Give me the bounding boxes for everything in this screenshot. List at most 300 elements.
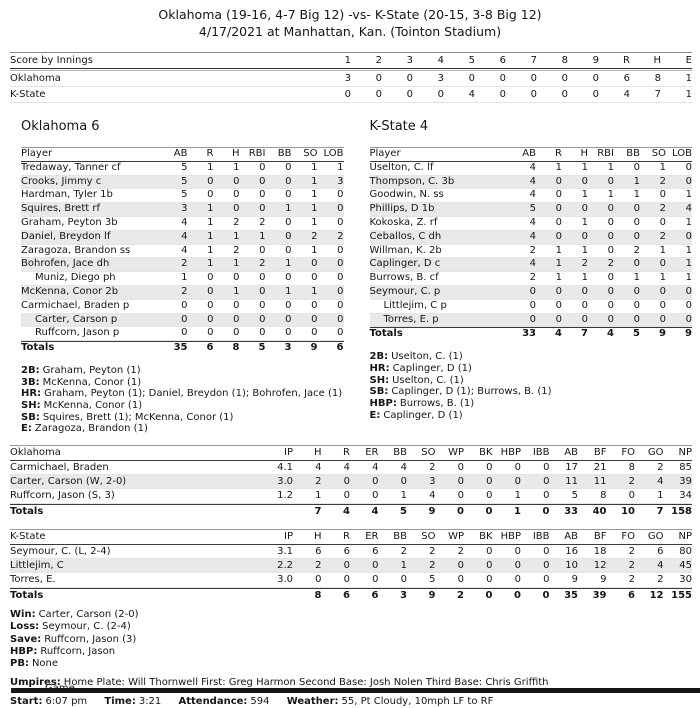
pitching-team-label: K-State — [10, 531, 46, 543]
stat-cell: 0 — [486, 545, 493, 557]
totals-stat-cell: 12 — [649, 589, 664, 601]
stat-cell: 0 — [259, 175, 266, 187]
totals-stat-cell: 33 — [522, 328, 536, 340]
pitcher-name: Carter, Carson (W, 2-0) — [10, 475, 127, 487]
totals-stat-cell: 0 — [542, 505, 550, 517]
note-label: SB: — [21, 411, 40, 423]
stat-cell: 0 — [685, 161, 692, 173]
stat-cell: 0 — [400, 574, 407, 586]
stat-cell: 0 — [285, 272, 292, 284]
note-text: Caplinger, D (1) — [383, 409, 463, 421]
stat-cell: 0 — [343, 560, 350, 572]
stat-cell: 0 — [343, 574, 350, 586]
batter-stats — [162, 217, 344, 230]
pitching-column-header: BB — [393, 531, 407, 543]
stat-cell: 11 — [565, 475, 578, 487]
stat-cell: 2 — [315, 475, 322, 487]
batting-column-header: R — [555, 148, 562, 159]
batting-team-column — [21, 119, 344, 435]
stat-cell: 0 — [486, 574, 493, 586]
stat-cell: 0 — [486, 461, 493, 473]
batter-name: Squires, Brett rf — [21, 203, 100, 215]
note-line — [21, 423, 344, 435]
linescore-column-header: 2 — [375, 55, 382, 66]
stat-cell: 16 — [565, 545, 578, 557]
linescore-column-header: 3 — [406, 55, 413, 66]
stat-cell: 9 — [571, 574, 578, 586]
stat-cell: 3.1 — [277, 545, 293, 557]
stat-cell: 0 — [181, 327, 188, 339]
stat-cell: 0 — [659, 258, 666, 270]
linescore-table — [10, 52, 692, 103]
bottom-edge-bar — [11, 688, 700, 693]
pitching-column-header: IP — [284, 531, 293, 543]
totals-stat-cell: 0 — [514, 589, 521, 601]
note-label: E: — [369, 409, 381, 421]
stat-cell: 1 — [685, 272, 692, 284]
totals-stat-cell: 3 — [284, 342, 292, 354]
stat-cell: 0 — [486, 560, 493, 572]
stat-cell: 2 — [259, 216, 266, 228]
decision-text: Ruffcorn, Jason (3) — [44, 633, 137, 645]
stat-cell: 0 — [457, 490, 464, 502]
stat-cell: 0 — [633, 230, 640, 242]
stat-cell: 1 — [659, 272, 666, 284]
stat-cell: 1 — [555, 244, 562, 256]
game-title: Oklahoma (19-16, 4-7 Big 12) -vs- K-State (20-15, 3-8 Big 12) — [158, 7, 542, 22]
stat-cell: 4 — [181, 216, 188, 228]
stat-cell: 12 — [593, 560, 607, 572]
batting-column-header: H — [580, 148, 588, 159]
batter-row — [370, 217, 693, 231]
stat-cell: 2 — [181, 258, 188, 270]
batting-column-header: R — [206, 148, 214, 159]
stat-cell: 0 — [259, 161, 266, 173]
batter-stats — [510, 314, 692, 327]
batter-name: Crooks, Jimmy c — [21, 175, 102, 187]
pitcher-row — [10, 573, 692, 587]
game-info-label: Weather: — [286, 696, 339, 708]
stat-cell: 0 — [514, 545, 521, 557]
stat-cell: 1 — [633, 189, 640, 201]
batter-row — [21, 176, 344, 190]
stat-cell: 8 — [600, 490, 607, 502]
pitching-column-header: HBP — [500, 531, 521, 543]
stat-cell: 0 — [337, 216, 344, 228]
batter-name: Uselton, C. lf — [369, 161, 434, 173]
linescore-column-header: 1 — [344, 55, 351, 66]
stat-cell: 2 — [628, 560, 635, 572]
batter-name: Zaragoza, Brandon ss — [21, 244, 131, 256]
totals-stat-cell: 0 — [485, 505, 493, 517]
linescore-column-header: 4 — [437, 55, 444, 66]
stat-cell: 0 — [685, 313, 692, 325]
stat-cell: 2 — [233, 216, 240, 228]
stat-cell: 0 — [233, 203, 240, 215]
stat-cell: 0 — [607, 203, 614, 215]
stat-cell: 8 — [628, 461, 635, 473]
batting-rows — [370, 162, 693, 328]
stat-cell: 2 — [233, 244, 240, 256]
stat-cell: 0 — [285, 244, 292, 256]
stat-cell: 0 — [529, 299, 536, 311]
pitcher-name: Seymour, C. (L, 2-4) — [10, 545, 111, 557]
stat-cell: 0 — [607, 175, 614, 187]
batting-column-header: BB — [277, 148, 292, 159]
pitching-table — [10, 445, 692, 518]
linescore-cell: 0 — [406, 73, 413, 84]
batter-row — [370, 258, 693, 272]
stat-cell: 0 — [259, 244, 266, 256]
stat-cell: 1 — [337, 161, 344, 173]
linescore-cell: 0 — [561, 89, 568, 100]
stat-cell: 0 — [337, 299, 344, 311]
pitching-column-header: R — [343, 531, 350, 543]
linescore-row — [10, 71, 692, 87]
batter-name: Graham, Peyton 3b — [21, 216, 118, 228]
note-text: McKenna, Conor (1) — [43, 400, 143, 412]
stat-cell: 0 — [285, 327, 292, 339]
stat-cell: 10 — [565, 560, 578, 572]
decision-label: Save: — [10, 633, 42, 645]
totals-stat-cell: 5 — [633, 328, 640, 340]
pitching-table — [10, 529, 692, 602]
linescore-row — [10, 87, 692, 103]
linescore-column-header: H — [653, 55, 661, 66]
linescore-column-header: E — [685, 55, 692, 66]
batting-section — [21, 119, 692, 435]
totals-stat-cell: 6 — [343, 589, 350, 601]
batter-row — [21, 203, 344, 217]
batter-stats — [510, 231, 692, 244]
stat-cell: 0 — [259, 203, 266, 215]
stat-cell: 2 — [581, 258, 588, 270]
stat-cell: 0 — [607, 285, 614, 297]
batter-stats — [162, 189, 344, 202]
stat-cell: 0 — [555, 203, 562, 215]
linescore-team-name: K-State — [10, 89, 46, 100]
stat-cell: 6 — [657, 545, 664, 557]
stat-cell: 0 — [372, 475, 379, 487]
note-text: Uselton, C. (1) — [392, 374, 464, 386]
stat-cell: 0 — [607, 230, 614, 242]
stat-cell: 0 — [337, 203, 344, 215]
stat-cell: 0 — [233, 313, 240, 325]
stat-cell: 4 — [181, 230, 188, 242]
totals-stat-cell: 3 — [400, 589, 407, 601]
decision-text: Seymour, C. (2-4) — [42, 621, 131, 633]
stat-cell: 0 — [685, 285, 692, 297]
stat-cell: 4 — [685, 203, 692, 215]
stat-cell: 4 — [529, 161, 536, 173]
note-text: Graham, Peyton (1) — [42, 364, 141, 376]
totals-stat-cell: 2 — [457, 589, 464, 601]
totals-stat-cell: 8 — [232, 342, 240, 354]
batter-stats — [162, 162, 344, 175]
totals-stat-cell: 5 — [400, 505, 407, 517]
stat-cell: 2 — [311, 230, 318, 242]
stat-cell: 2 — [429, 545, 436, 557]
decision-text: Carter, Carson (2-0) — [38, 609, 139, 621]
stat-cell: 0 — [659, 216, 666, 228]
stat-cell: 9 — [600, 574, 607, 586]
pitching-column-header: FO — [621, 531, 635, 543]
stat-cell: 1 — [607, 189, 614, 201]
batting-team-column — [370, 119, 693, 435]
stat-cell: 1 — [259, 230, 266, 242]
batting-column-header: LOB — [323, 148, 344, 159]
stat-cell: 1 — [400, 490, 407, 502]
linescore-cell: 4 — [623, 89, 630, 100]
stat-cell: 0 — [685, 175, 692, 187]
stat-cell: 0 — [259, 299, 266, 311]
batting-column-header: LOB — [672, 148, 692, 159]
stat-cell: 4 — [429, 490, 436, 502]
totals-stat-cell: 35 — [173, 342, 188, 354]
pitcher-name: Ruffcorn, Jason (S, 3) — [10, 490, 115, 502]
stat-cell: 1 — [233, 285, 240, 297]
totals-stat-cell: 9 — [310, 342, 318, 354]
stat-cell: 5 — [181, 175, 188, 187]
stat-cell: 1 — [685, 189, 692, 201]
decision-label: PB: — [10, 658, 29, 670]
stat-cell: 1 — [581, 189, 588, 201]
pitching-column-header: IP — [284, 447, 293, 459]
stat-cell: 0 — [633, 299, 640, 311]
stat-cell: 0 — [285, 299, 292, 311]
linescore-cell: 1 — [685, 89, 692, 100]
umpires-text: Home Plate: Will Thornwell First: Greg Harmon Second Base: Josh Nolen Third Base: Chris Griffith — [63, 677, 549, 689]
stat-cell: 1 — [233, 258, 240, 270]
stat-cell: 0 — [343, 475, 350, 487]
note-line — [21, 388, 344, 400]
stat-cell: 0 — [207, 285, 214, 297]
pitcher-stats — [265, 489, 693, 502]
pitching-column-header: WP — [448, 531, 464, 543]
totals-stat-cell: 6 — [336, 342, 344, 354]
stat-cell: 0 — [285, 189, 292, 201]
totals-stat-cell: 9 — [428, 589, 436, 601]
pitching-totals-row — [10, 504, 692, 518]
batter-stats — [510, 258, 692, 271]
stat-cell: 0 — [337, 327, 344, 339]
batter-stats — [510, 300, 692, 313]
stat-cell: 2 — [429, 560, 436, 572]
note-label: HBP: — [369, 397, 397, 409]
game-info-label: Time: — [104, 696, 136, 708]
stat-cell: 2 — [657, 574, 664, 586]
pitcher-row — [10, 545, 692, 559]
stat-cell: 4 — [372, 461, 379, 473]
pitcher-row — [10, 461, 692, 475]
totals-stat-cell: 7 — [314, 505, 322, 517]
linescore-cell: 0 — [592, 73, 599, 84]
totals-stat-cell — [265, 589, 294, 602]
note-line — [370, 351, 693, 363]
batting-header-row — [370, 147, 693, 162]
stat-cell: 0 — [181, 299, 188, 311]
stat-cell: 1 — [311, 244, 318, 256]
totals-stat-cell: 155 — [671, 589, 692, 601]
stat-cell: 4 — [529, 175, 536, 187]
stat-cell: 0 — [685, 299, 692, 311]
pitcher-name: Torres, E. — [10, 574, 56, 586]
note-text: Burrows, B. (1) — [399, 397, 475, 409]
stat-cell: 2 — [529, 244, 536, 256]
stat-cell: 0 — [555, 285, 562, 297]
stat-cell: 3 — [429, 475, 436, 487]
stat-cell: 5 — [181, 161, 188, 173]
batter-name: Torres, E. p — [383, 313, 439, 325]
batter-name: Goodwin, N. ss — [369, 189, 444, 201]
stat-cell: 1 — [207, 161, 214, 173]
stat-cell: 0 — [457, 560, 464, 572]
stat-cell: 0 — [259, 189, 266, 201]
note-label: 2B: — [369, 351, 389, 363]
batter-name: Daniel, Breydon lf — [21, 230, 111, 242]
stat-cell: 0 — [372, 574, 379, 586]
stat-cell: 0 — [555, 175, 562, 187]
batter-row — [370, 189, 693, 203]
batter-row — [370, 231, 693, 245]
stat-cell: 0 — [311, 272, 318, 284]
stat-cell: 2 — [457, 545, 464, 557]
stat-cell: 2 — [259, 258, 266, 270]
stat-cell: 2 — [628, 545, 635, 557]
stat-cell: 3 — [337, 175, 344, 187]
stat-cell: 3.0 — [277, 475, 293, 487]
totals-stat-cell: 1 — [514, 505, 521, 517]
stat-cell: 0 — [555, 313, 562, 325]
game-info-pair — [104, 696, 161, 707]
note-text: McKenna, Conor (1) — [42, 376, 142, 388]
stat-cell: 0 — [607, 299, 614, 311]
stat-cell: 0 — [207, 189, 214, 201]
game-info-line — [10, 695, 692, 708]
stat-cell: 1 — [514, 490, 521, 502]
stat-cell: 0 — [633, 313, 640, 325]
stat-cell: 4 — [181, 244, 188, 256]
note-line — [370, 363, 693, 375]
totals-stat-cell: 10 — [621, 505, 635, 517]
stat-cell: 5 — [181, 189, 188, 201]
stat-cell: 1 — [659, 244, 666, 256]
stat-cell: 85 — [679, 461, 692, 473]
stat-cell: 0 — [233, 299, 240, 311]
batter-row — [21, 300, 344, 314]
game-date-location: 4/17/2021 at Manhattan, Kan. (Tointon Stadium) — [198, 24, 502, 39]
batter-row — [370, 176, 693, 190]
pitching-header-row — [10, 529, 692, 544]
totals-stat-cell: 35 — [564, 589, 578, 601]
note-text: Graham, Peyton (1); Daniel, Breydon (1); Bohrofen, Jace (1) — [44, 388, 343, 400]
stat-cell: 0 — [633, 258, 640, 270]
batting-notes — [21, 365, 344, 435]
batting-column-header: SO — [651, 148, 666, 159]
game-info-label: Attendance: — [178, 696, 248, 708]
note-label: E: — [21, 423, 32, 435]
stat-cell: 1 — [207, 244, 214, 256]
pitching-column-header: BB — [393, 447, 407, 459]
batter-name: Bohrofen, Jace dh — [21, 258, 110, 270]
stat-cell: 6 — [343, 545, 350, 557]
decision-line — [10, 634, 692, 646]
totals-stat-cell: 40 — [592, 505, 607, 517]
stat-cell: 0 — [633, 216, 640, 228]
totals-stat-cell: 9 — [428, 505, 436, 517]
decision-label: Win: — [10, 609, 36, 621]
stat-cell: 2 — [315, 560, 322, 572]
note-label: HR: — [369, 362, 390, 374]
stat-cell: 0 — [337, 313, 344, 325]
pitcher-stats — [265, 545, 693, 558]
stat-cell: 1 — [555, 258, 562, 270]
decision-line — [10, 609, 692, 621]
pitcher-name: Littlejim, C — [10, 560, 64, 572]
batter-name: McKenna, Conor 2b — [21, 285, 119, 297]
batter-name: Muniz, Diego ph — [35, 272, 116, 284]
totals-stat-cell: 6 — [206, 342, 214, 354]
pitching-column-header: ER — [365, 447, 379, 459]
stat-cell: 1 — [311, 175, 318, 187]
stat-cell: 0 — [233, 175, 240, 187]
stat-cell: 0 — [259, 272, 266, 284]
stat-cell: 5 — [571, 490, 578, 502]
linescore-cell: 0 — [344, 89, 351, 100]
stat-cell: 0 — [311, 258, 318, 270]
stat-cell: 1 — [311, 189, 318, 201]
batter-stats — [162, 203, 344, 216]
stat-cell: 2 — [529, 272, 536, 284]
stat-cell: 1 — [581, 161, 588, 173]
batting-column-header: AB — [173, 148, 188, 159]
pitcher-name: Carmichael, Braden — [10, 461, 109, 473]
stat-cell: 30 — [679, 574, 692, 586]
stat-cell: 4 — [400, 461, 407, 473]
stat-cell: 0 — [457, 475, 464, 487]
stat-cell: 1 — [233, 161, 240, 173]
batter-row — [370, 314, 693, 328]
stat-cell: 2 — [659, 230, 666, 242]
stat-cell: 0 — [659, 313, 666, 325]
game-info-value: 55, Pt Cloudy, 10mph LF to RF — [341, 696, 494, 708]
linescore-column-header: 8 — [561, 55, 568, 66]
batting-rows — [21, 162, 344, 341]
totals-stat-cell: 4 — [555, 328, 562, 340]
stat-cell: 0 — [457, 461, 464, 473]
pitcher-stats — [265, 559, 693, 572]
stat-cell: 0 — [311, 299, 318, 311]
stat-cell: 0 — [233, 327, 240, 339]
linescore-column-header: 5 — [468, 55, 475, 66]
batting-column-header: RBI — [597, 148, 614, 159]
stat-cell: 2 — [429, 461, 436, 473]
stat-cell: 1 — [555, 272, 562, 284]
batting-column-header: BB — [626, 148, 640, 159]
stat-cell: 11 — [593, 475, 607, 487]
pitching-column-header: HBP — [500, 447, 521, 459]
stat-cell: 0 — [555, 216, 562, 228]
totals-label: Totals — [10, 505, 44, 517]
stat-cell: 4 — [529, 189, 536, 201]
batting-totals-row — [21, 341, 344, 355]
decision-line — [10, 646, 692, 658]
stat-cell: 2 — [181, 285, 188, 297]
stat-cell: 4 — [529, 230, 536, 242]
stat-cell: 4 — [343, 461, 350, 473]
pitching-column-header: H — [313, 531, 322, 543]
note-text: Uselton, C. (1) — [391, 351, 463, 363]
